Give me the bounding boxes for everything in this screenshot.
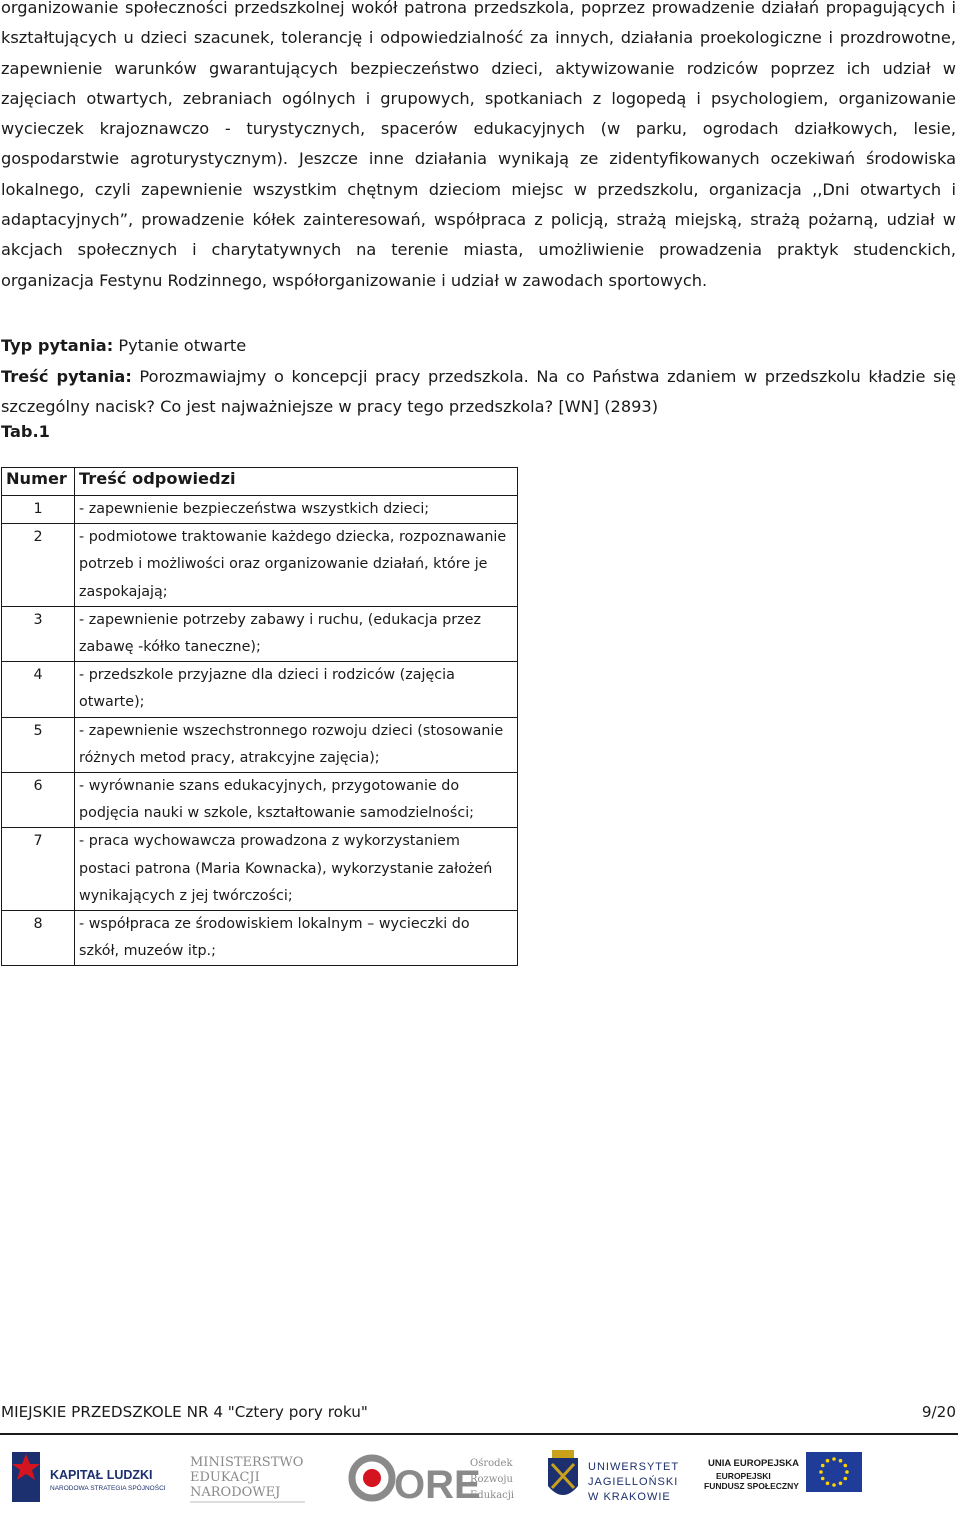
row-text: - zapewnienie potrzeby zabawy i ruchu, (edukacja przez zabawę -kółko taneczne); <box>75 606 518 661</box>
footer-institution: MIEJSKIE PRZEDSZKOLE NR 4 "Cztery pory roku" <box>1 1403 368 1421</box>
header-answer: Treść odpowiedzi <box>75 468 518 496</box>
eu-star <box>826 1482 830 1486</box>
row-text: - przedszkole przyjazne dla dzieci i rodziców (zajęcia otwarte); <box>75 662 518 717</box>
table-header-row <box>2 468 518 496</box>
table-row <box>2 828 518 911</box>
kapital-ludzki-logo <box>12 1452 166 1502</box>
question-type <box>1 331 956 361</box>
table-row <box>2 496 518 524</box>
ore-line1: Ośrodek <box>470 1458 513 1469</box>
question-content-label: Treść pytania: <box>1 367 132 386</box>
eu-star <box>826 1459 830 1463</box>
ore-mark: ORE <box>394 1463 481 1507</box>
ore-line2: Rozwoju <box>470 1474 513 1485</box>
row-number: 8 <box>2 911 75 966</box>
eu-star <box>832 1483 836 1487</box>
ore-logo <box>352 1458 514 1507</box>
eu-logo <box>704 1452 862 1492</box>
men-line2: EDUKACJI <box>190 1470 260 1485</box>
eu-star <box>819 1470 823 1474</box>
uj-line1: UNIWERSYTET <box>588 1461 680 1473</box>
page-number: 9/20 <box>921 1403 956 1421</box>
uj-line3: W KRAKOWIE <box>588 1491 671 1503</box>
men-line3: NARODOWEJ <box>190 1485 281 1500</box>
row-number: 6 <box>2 773 75 828</box>
row-text: - podmiotowe traktowanie każdego dziecka, rozpoznawanie potrzeb i możliwości oraz organizowanie działań, które je zaspokajają; <box>75 524 518 607</box>
kapital-ludzki-line1: KAPITAŁ LUDZKI <box>50 1468 153 1482</box>
eu-star <box>844 1477 848 1481</box>
men-logo <box>190 1455 305 1502</box>
eu-line3: FUNDUSZ SPOŁECZNY <box>704 1481 799 1491</box>
eu-star <box>821 1464 825 1468</box>
table-row <box>2 773 518 828</box>
eu-star <box>839 1459 843 1463</box>
table-row <box>2 524 518 607</box>
row-number: 2 <box>2 524 75 607</box>
row-number: 5 <box>2 717 75 772</box>
row-number: 3 <box>2 606 75 661</box>
question-content <box>1 362 956 423</box>
table-row <box>2 606 518 661</box>
answers-table <box>1 467 518 966</box>
eu-star <box>821 1477 825 1481</box>
eu-star <box>845 1470 849 1474</box>
row-number: 1 <box>2 496 75 524</box>
row-text: - wyrównanie szans edukacyjnych, przygotowanie do podjęcia nauki w szkole, kształtowanie samodzielności; <box>75 773 518 828</box>
question-type-label: Typ pytania: <box>1 336 114 355</box>
row-text: - współpraca ze środowiskiem lokalnym – wycieczki do szkół, muzeów itp.; <box>75 911 518 966</box>
eu-star <box>839 1482 843 1486</box>
header-number: Numer <box>2 468 75 496</box>
eu-line1: UNIA EUROPEJSKA <box>708 1458 799 1469</box>
ore-line3: Edukacji <box>470 1490 515 1501</box>
table-label: Tab.1 <box>1 422 50 441</box>
row-text: - zapewnienie wszechstronnego rozwoju dzieci (stosowanie różnych metod pracy, atrakcyjne zajęcia); <box>75 717 518 772</box>
table-row <box>2 911 518 966</box>
row-text: - praca wychowawcza prowadzona z wykorzystaniem postaci patrona (Maria Kownacka), wykorzystanie założeń wynikających z jej twórczości; <box>75 828 518 911</box>
men-line1: MINISTERSTWO <box>190 1455 304 1470</box>
row-number: 4 <box>2 662 75 717</box>
row-text: - zapewnienie bezpieczeństwa wszystkich dzieci; <box>75 496 518 524</box>
row-number: 7 <box>2 828 75 911</box>
sponsor-logos <box>0 1442 960 1522</box>
eu-star <box>844 1464 848 1468</box>
uj-logo <box>548 1450 679 1503</box>
intro-paragraph: organizowanie społeczności przedszkolnej wokół patrona przedszkola, poprzez prowadzenie działań propagujących i kształtujących u dzieci szacunek, tolerancję i odpowiedzialność za innych, działania proekologiczne i prozdrowotne, zapewnienie warunków gwarantujących bezpieczeństwo dzieci, aktywizowanie rodziców poprzez ich udział w zajęciach otwartych, zebraniach ogólnych i grupowych, spotkaniach z logopedą i psychologiem, organizowanie wycieczek krajoznawczo - turystycznych, spacerów edukacyjnych (w parku, ogrodach działkowych, lesie, gospodarstwie agroturystycznym). Jeszcze inne działania wynikają ze zidentyfikowanych oczekiwań środowiska lokalnego, czyli zapewnienie wszystkim chętnym dzieciom miejsc w przedszkolu, organizacja ,,Dni otwartych i adaptacyjnych”, prowadzenie kółek zainteresowań, współpraca z policją, strażą miejską, strażą pożarną, udział w akcjach społecznych i charytatywnych na terenie miasta, umożliwienie prowadzenia praktyk studenckich, organizacja Festynu Rodzinnego, współorganizowanie i udział w zawodach sportowych. <box>1 0 956 290</box>
table-row <box>2 662 518 717</box>
question-content-value: Porozmawiajmy o koncepcji pracy przedszkola. Na co Państwa zdaniem w przedszkolu kładzie się szczególny nacisk? Co jest najważniejsze w pracy tego przedszkola? [WN] (2893) <box>1 367 956 417</box>
uj-line2: JAGIELLOŃSKI <box>588 1476 679 1488</box>
eu-line2: EUROPEJSKI <box>716 1471 771 1481</box>
page-footer <box>1 1403 956 1421</box>
kapital-ludzki-line2: NARODOWA STRATEGIA SPÓJNOŚCI <box>50 1485 166 1492</box>
question-type-value: Pytanie otwarte <box>118 336 247 355</box>
table-row <box>2 717 518 772</box>
footer-divider <box>0 1433 958 1435</box>
eu-star <box>832 1457 836 1461</box>
